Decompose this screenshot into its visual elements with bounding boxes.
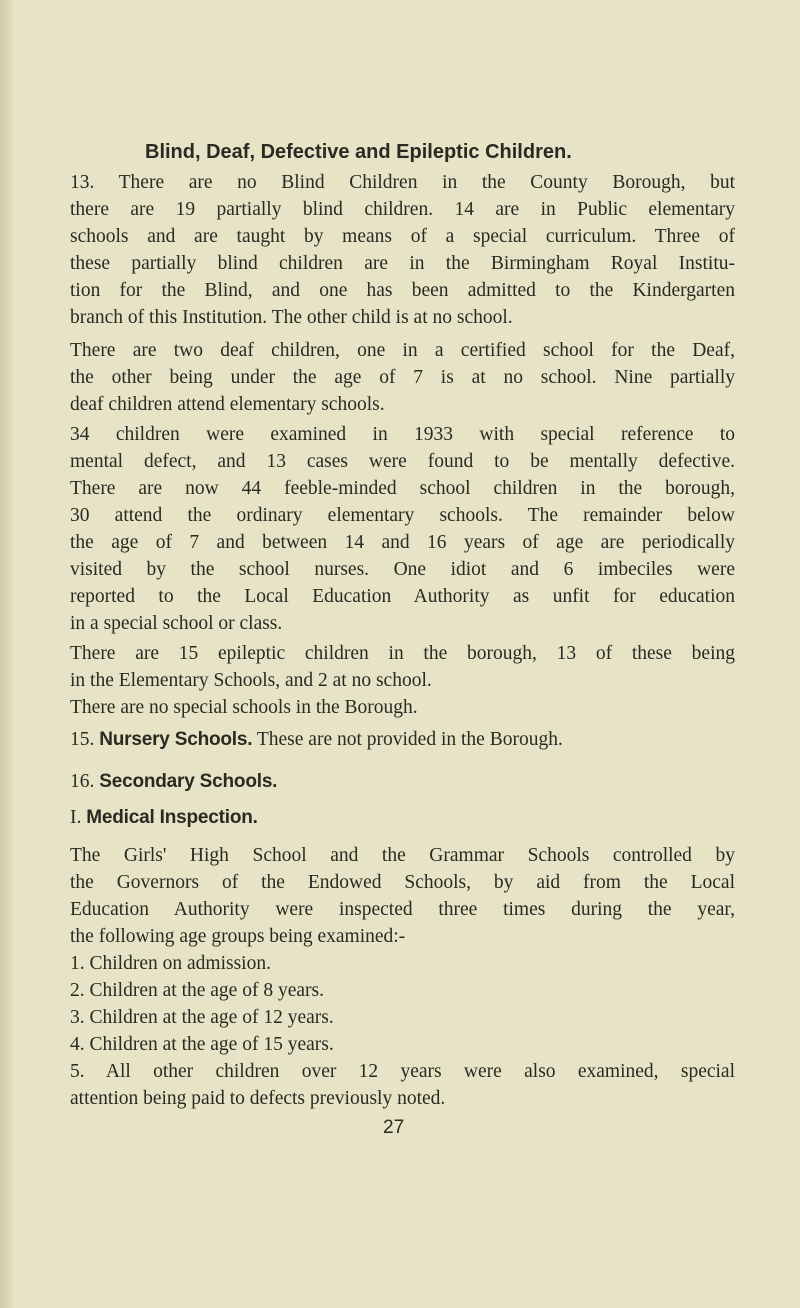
section-heading: Blind, Deaf, Defective and Epileptic Children. <box>145 141 572 163</box>
text-line: visited by the school nurses. One idiot and 6 imbeciles were <box>70 559 735 580</box>
list-item: 5. All other children over 12 years were also examined, special <box>70 1061 735 1082</box>
section-16 <box>70 770 735 794</box>
text-line: branch of this Institution. The other child is at no school. <box>70 307 513 328</box>
text-line: There are two deaf children, one in a certified school for the Deaf, <box>70 340 735 361</box>
text-line: 13. There are no Blind Children in the County Borough, but <box>70 172 735 193</box>
section-title: Nursery Schools. <box>99 729 253 750</box>
text-line: deaf children attend elementary schools. <box>70 394 385 415</box>
section-title: Secondary Schools. <box>99 771 278 792</box>
section-number: 15. <box>70 729 95 750</box>
subsection-number: I. <box>70 807 82 828</box>
page-edge-shadow <box>0 0 12 1308</box>
text-line: There are now 44 feeble-minded school children in the borough, <box>70 478 735 499</box>
subsection-title: Medical Inspection. <box>86 807 258 828</box>
list-item: 3. Children at the age of 12 years. <box>70 1007 334 1028</box>
list-item: 4. Children at the age of 15 years. <box>70 1034 334 1055</box>
subsection-medical-inspection <box>70 806 735 830</box>
page-number: 27 <box>383 1117 405 1138</box>
text-line: There are no special schools in the Borough. <box>70 697 418 718</box>
text-line: reported to the Local Education Authority as unfit for education <box>70 586 735 607</box>
list-item-continuation: attention being paid to defects previously noted. <box>70 1088 446 1109</box>
text-line: there are 19 partially blind children. 14 are in Public elementary <box>70 199 735 220</box>
text-line: in the Elementary Schools, and 2 at no school. <box>70 670 432 691</box>
list-item: 1. Children on admission. <box>70 953 271 974</box>
text-line: the other being under the age of 7 is at no school. Nine partially <box>70 367 735 388</box>
text-line: 34 children were examined in 1933 with special reference to <box>70 424 735 445</box>
section-number: 16. <box>70 771 95 792</box>
text-line: There are 15 epileptic children in the borough, 13 of these being <box>70 643 735 664</box>
text-line: the Governors of the Endowed Schools, by aid from the Local <box>70 872 735 893</box>
text-line: the following age groups being examined:- <box>70 926 406 947</box>
text-line: these partially blind children are in the Birmingham Royal Institu- <box>70 253 735 274</box>
text-line: mental defect, and 13 cases were found to be mentally defective. <box>70 451 735 472</box>
list-item: 2. Children at the age of 8 years. <box>70 980 324 1001</box>
section-15 <box>70 728 735 752</box>
text-line: The Girls' High School and the Grammar Schools controlled by <box>70 845 735 866</box>
text-line: tion for the Blind, and one has been admitted to the Kindergarten <box>70 280 735 301</box>
text-line: 30 attend the ordinary elementary schools. The remainder below <box>70 505 735 526</box>
section-text: These are not provided in the Borough. <box>256 729 563 750</box>
text-line: schools and are taught by means of a special curriculum. Three of <box>70 226 735 247</box>
text-line: Education Authority were inspected three times during the year, <box>70 899 735 920</box>
text-line: the age of 7 and between 14 and 16 years of age are periodically <box>70 532 735 553</box>
text-line: in a special school or class. <box>70 613 283 634</box>
